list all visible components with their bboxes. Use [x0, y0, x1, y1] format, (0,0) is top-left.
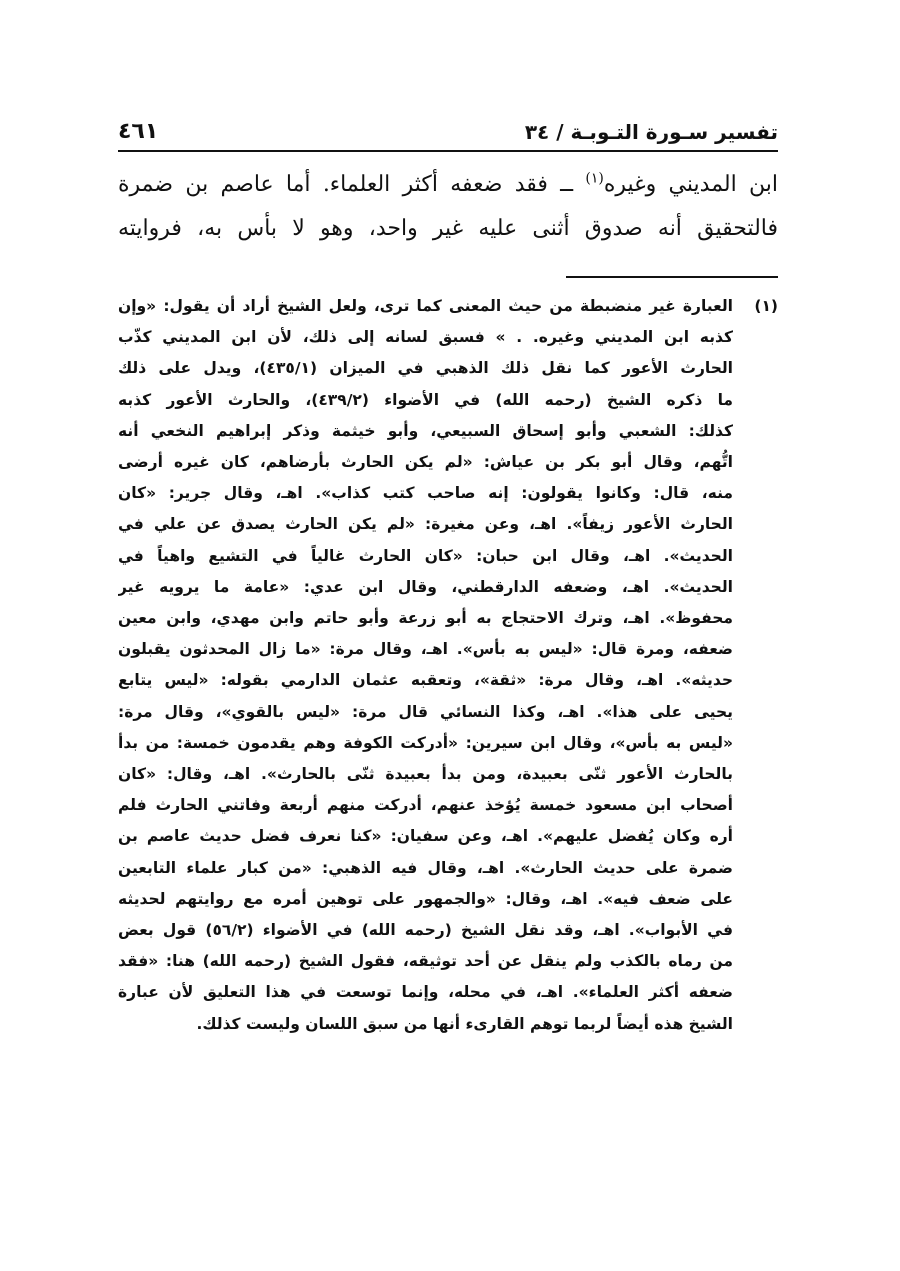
main-text-segment: ــ فقد ضعفه أكثر العلماء. أما عاصم بن ضمرة: [118, 172, 586, 197]
footnote-line: أصحاب ابن مسعود خمسة يُؤخذ عنهم، أدركت منهم أربعة وفاتني الحارث فلم: [118, 796, 733, 815]
page-header: [118, 106, 778, 152]
footnote-line: ما ذكره الشيخ (رحمه الله) في الأضواء (٤٣٩/٢)، والحارث الأعور كذبه: [118, 390, 733, 409]
footnote: [118, 291, 778, 1040]
footnote-line: ضعفه أكثر العلماء». اهـ، في محله، وإنما توسعت في هذا التعليق لأن عبارة: [118, 983, 733, 1002]
footnote-line: ضمرة على حديث الحارث». اهـ، وقال فيه الذهبي: «من كبار علماء التابعين: [118, 858, 733, 877]
footnote-line: حديثه». اهـ، وقال مرة: «ثقة»، وتعقبه عثمان الدارمي بقوله: «ليس يتابع: [118, 671, 733, 690]
page-number: ٤٦١: [118, 119, 159, 144]
footnote-marker: (١): [754, 297, 778, 315]
footnote-text: [118, 291, 733, 1040]
footnote-line: ضعفه، ومرة قال: «ليس به بأس». اهـ، وقال مرة: «ما زال المحدثون يقبلون: [118, 640, 733, 659]
footnote-line: بالحارث الأعور ثنّى بعبيدة، ومن بدأ بعبيدة ثنّى بالحارث». اهـ، وقال: «كان: [118, 765, 733, 784]
footnote-reference: (١): [585, 170, 604, 187]
footnote-line: الحارث الأعور كما نقل ذلك الذهبي في الميزان (٤٣٥/١)، ويدل على ذلك: [118, 359, 733, 378]
footnote-line: الحديث». اهـ، وقال ابن حبان: «كان الحارث غالياً في التشيع واهياً في: [118, 546, 733, 565]
footnote-line: اتُّهم، وقال أبو بكر بن عياش: «لم يكن الحارث بأرضاهم، كان غيره أرضى: [118, 453, 733, 472]
footnote-line: العبارة غير منضبطة من حيث المعنى كما ترى، ولعل الشيخ أراد أن يقول: «وإن: [118, 297, 733, 315]
footnote-line: الحارث الأعور زيفاً». اهـ، وعن مغيرة: «لم يكن الحارث يصدق عن علي في: [118, 515, 733, 534]
main-text-line: فالتحقيق أنه صدوق أثنى عليه غير واحد، وهو لا بأس به، فروايته: [118, 216, 778, 241]
main-text-segment: ابن المديني وغيره: [603, 172, 778, 197]
footnote-line: من رماه بالكذب ولم ينقل عن أحد توثيقه، فقول الشيخ (رحمه الله) هنا: «فقد: [118, 952, 733, 971]
footnote-line: كذلك: الشعبي وأبو إسحاق السبيعي، وأبو خيثمة وذكر إبراهيم النخعي أنه: [118, 421, 733, 440]
footnote-line: الشيخ هذه أيضاً لربما توهم القارىء أنها من سبق اللسان وليست كذلك.: [196, 1014, 733, 1033]
footnote-line: على ضعف فيه». اهـ، وقال: «والجمهور على توهين أمره مع روايتهم لحديثه: [118, 889, 733, 908]
main-text-line: [118, 163, 778, 207]
footnote-separator: [566, 276, 778, 278]
main-text: [118, 163, 778, 251]
footnote-line: يحيى على هذا». اهـ، وكذا النسائي قال مرة: «ليس بالقوي»، وقال مرة:: [118, 702, 733, 721]
running-title: تفسير سـورة التـوبـة / ٣٤: [524, 120, 778, 144]
footnote-line: كذبه ابن المديني وغيره. . » فسبق لسانه إلى ذلك، لأن ابن المديني كذّب: [118, 328, 733, 347]
footnote-line: «ليس به بأس»، وقال ابن سيرين: «أدركت الكوفة وهم يقدمون خمسة: من بدأ: [118, 733, 733, 752]
footnote-line: محفوظ». اهـ، وترك الاحتجاج به أبو زرعة وأبو حاتم وابن مهدي، وابن معين: [118, 609, 733, 628]
footnote-line: منه، قال: وكانوا يقولون: إنه صاحب كتب كذاب». اهـ، وقال جرير: «كان: [118, 484, 733, 503]
footnote-line: أره وكان يُفضل عليهم». اهـ، وعن سفيان: «كنا نعرف فضل حديث عاصم بن: [118, 827, 733, 846]
footnote-line: الحديث». اهـ، وضعفه الدارقطني، وقال ابن عدي: «عامة ما يرويه غير: [118, 577, 733, 596]
footnote-line: في الأبواب». اهـ، وقد نقل الشيخ (رحمه الله) في الأضواء (٥٦/٢) قول بعض: [118, 921, 733, 940]
